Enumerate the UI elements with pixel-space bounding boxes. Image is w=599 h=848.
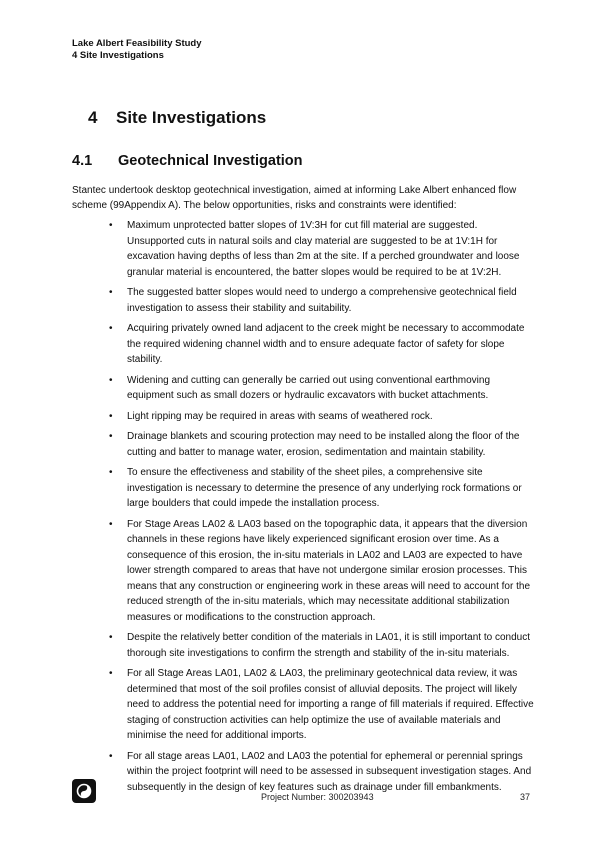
list-item-text: To ensure the effectiveness and stability of the sheet piles, a comprehensive site investigation is necessary to determine the presence of any underlying rock formations or large boulders that could impede the installation process. xyxy=(127,467,522,509)
list-item-text: The suggested batter slopes would need to undergo a comprehensive geotechnical field investigation to assess their stability and suitability. xyxy=(127,287,517,314)
subsection-number: 4.1 xyxy=(72,153,93,169)
section-title: Site Investigations xyxy=(116,108,267,127)
list-item xyxy=(72,321,534,368)
bullet-icon: • xyxy=(109,431,113,442)
list-item xyxy=(72,218,534,280)
list-item xyxy=(72,630,534,661)
bullet-icon: • xyxy=(109,668,113,679)
section-heading xyxy=(88,108,266,128)
bullet-icon: • xyxy=(109,220,113,231)
list-item-text: Drainage blankets and scouring protection may need to be installed along the floor of the cutting and batter to manage water, erosion, sedimentation and maintain stability. xyxy=(127,431,520,458)
list-item-text: Maximum unprotected batter slopes of 1V:3H for cut fill material are suggested. Unsupported cuts in natural soils and clay material are suggested to be at 1V:1H for excavation having depths of less than 2m at the site. If a perched groundwater and loose granular material is encountered, the batter slopes would be required to be at 1V:2H. xyxy=(127,220,520,278)
list-item-text: Despite the relatively better condition of the materials in LA01, it is still important to conduct thorough site investigations to confirm the strength and stability of the in-situ materials. xyxy=(127,632,530,659)
list-item xyxy=(72,666,534,744)
list-item-text: For Stage Areas LA02 & LA03 based on the topographic data, it appears that the diversion channels in these regions have likely experienced significant erosion over time. As a consequence of this erosion, the in-situ materials in LA02 and LA03 are expected to have lower strength compared to areas that have not undergone similar erosion processes. This means that any construction or engineering work in these areas will need to account for the reduced strength of the in-situ materials, which may necessitate additional stabilization measures or modifications to the construction approach. xyxy=(127,518,531,623)
bullet-icon: • xyxy=(109,323,113,334)
project-number: Project Number: 300203943 xyxy=(261,792,374,802)
bullet-list xyxy=(72,218,534,800)
section-number: 4 xyxy=(88,108,98,127)
list-item-text: Light ripping may be required in areas with seams of weathered rock. xyxy=(127,410,433,422)
running-header-title: Lake Albert Feasibility Study xyxy=(72,38,202,49)
running-header xyxy=(72,38,202,62)
list-item-text: For all Stage Areas LA01, LA02 & LA03, the preliminary geotechnical data review, it was determined that most of the soil profiles consist of alluvial deposits. The project will likely need to address the potential need for importing a range of fill materials if required. Effective staging of construction activities can help optimize the use of available materials and minimise the need for additional imports. xyxy=(127,668,534,741)
bullet-icon: • xyxy=(109,410,113,422)
page-number: 37 xyxy=(520,792,531,802)
list-item xyxy=(72,409,534,425)
list-item xyxy=(72,517,534,626)
subsection-heading xyxy=(72,153,303,169)
list-item xyxy=(72,285,534,316)
running-header-section: 4 Site Investigations xyxy=(72,50,164,61)
intro-paragraph: Stantec undertook desktop geotechnical investigation, aimed at informing Lake Albert enhanced flow scheme (99Appendix A). The below opportunities, risks and constraints were identified: xyxy=(72,185,517,211)
bullet-icon: • xyxy=(109,374,113,386)
list-item-text: Acquiring privately owned land adjacent to the creek might be necessary to accommodate the required widening channel width and to ensure adequate factor of safety for slope stability. xyxy=(127,323,525,365)
list-item xyxy=(72,749,534,796)
list-item-text: For all stage areas LA01, LA02 and LA03 the potential for ephemeral or perennial springs within the project footprint will need to be assessed in subsequent investigation stages. And subsequently in the design of key features such as drainage under fill embankments. xyxy=(127,750,532,793)
subsection-title: Geotechnical Investigation xyxy=(118,153,303,169)
list-item xyxy=(72,465,534,512)
list-item xyxy=(72,429,534,460)
list-item-text: Widening and cutting can generally be carried out using conventional earthmoving equipment such as small dozers or hydraulic excavators with bucket attachments. xyxy=(127,374,491,401)
bullet-icon: • xyxy=(109,287,113,298)
stantec-logo-icon xyxy=(72,779,96,803)
bullet-icon: • xyxy=(109,518,113,530)
bullet-icon: • xyxy=(109,632,113,643)
bullet-icon: • xyxy=(109,467,113,478)
list-item xyxy=(72,373,534,404)
bullet-icon: • xyxy=(109,750,113,762)
